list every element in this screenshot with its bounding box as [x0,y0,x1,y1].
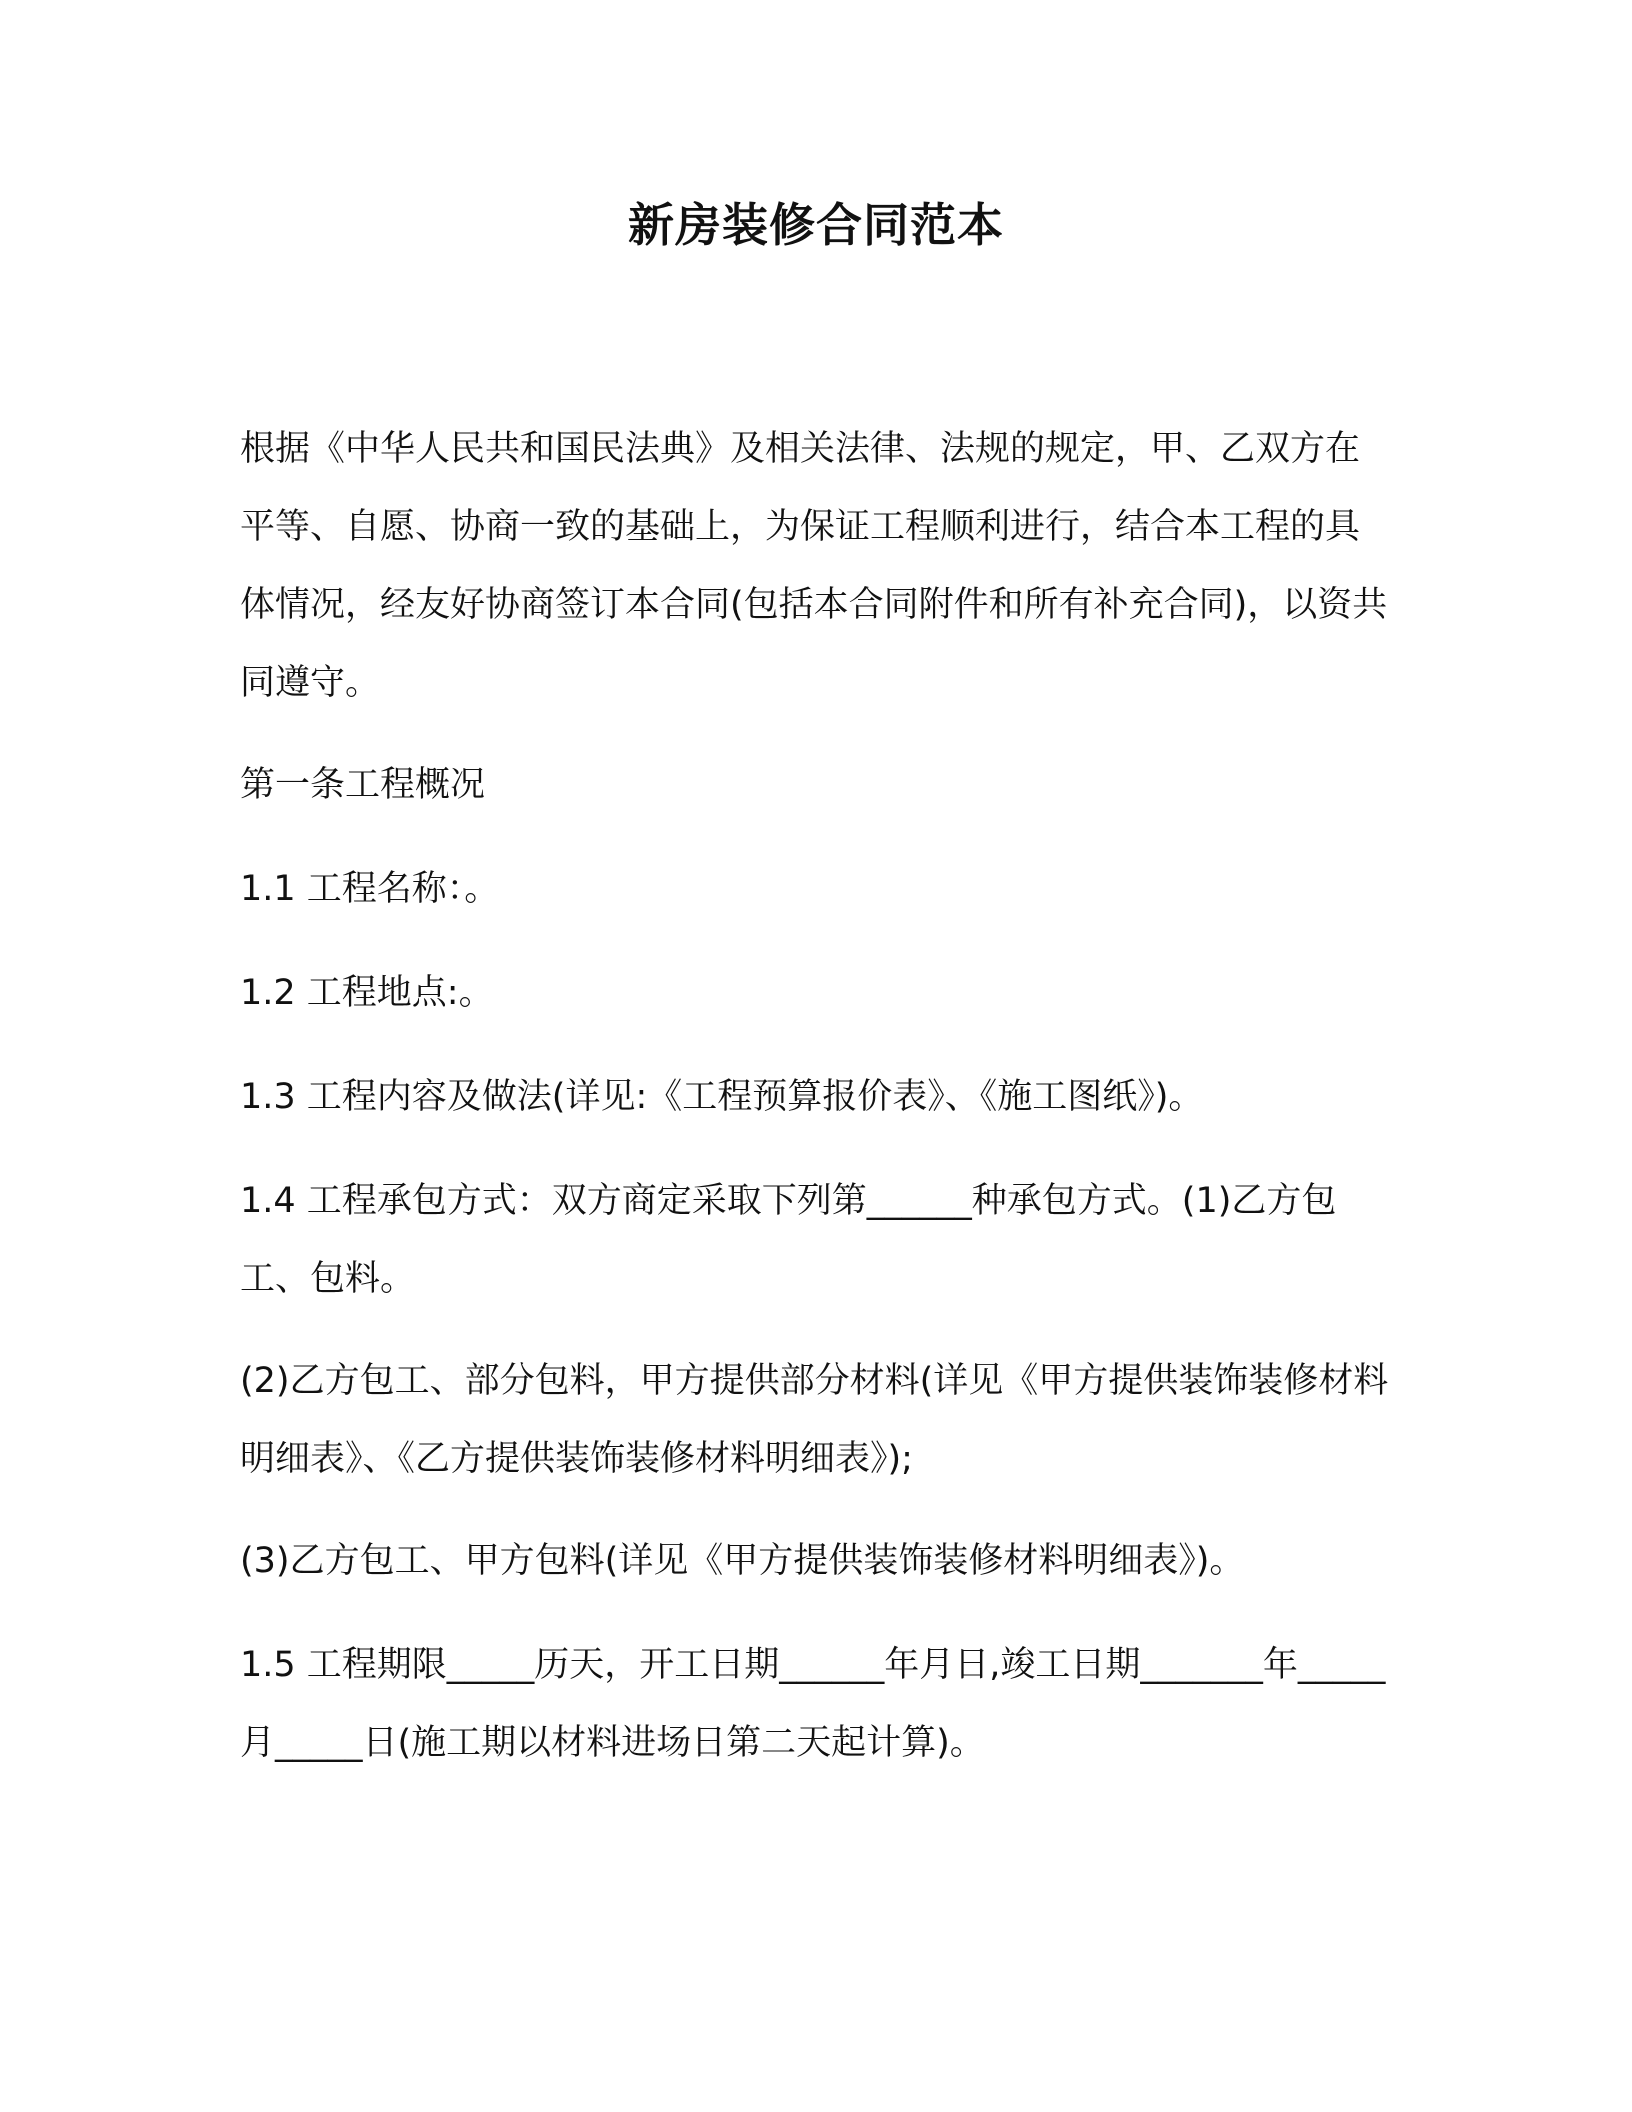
clause-1-4: 1.4 工程承包方式：双方商定采取下列第______种承包方式。(1)乙方包工、包料。 [240,1181,1337,1299]
article-1-heading: 第一条工程概况 [240,765,486,805]
preamble-paragraph: 根据《中华人民共和国民法典》及相关法律、法规的规定，甲、乙双方在平等、自愿、协商一致的基础上，为保证工程顺利进行，结合本工程的具体情况，经友好协商签订本合同(包括本合同附件和所有补充合同)，以资共同遵守。 [240,429,1388,703]
clause-1-3: 1.3 工程内容及做法(详见:《工程预算报价表》、《施工图纸》)。 [240,1077,1204,1117]
clause-1-4-option-2: (2)乙方包工、部分包料，甲方提供部分材料(详见《甲方提供装饰装修材料明细表》、《乙方提供装饰装修材料明细表》); [240,1361,1389,1479]
clause-1-5: 1.5 工程期限_____历天，开工日期______年月日,竣工日期_______年_____月_____日(施工期以材料进场日第二天起计算)。 [240,1645,1386,1763]
clause-1-4-option-3: (3)乙方包工、甲方包料(详见《甲方提供装饰装修材料明细表》)。 [240,1541,1245,1581]
clause-1-2: 1.2 工程地点:。 [240,973,494,1013]
document-body [240,410,1390,1806]
document-title: 新房装修合同范本 [628,198,1004,252]
clause-1-1: 1.1 工程名称：。 [240,869,500,909]
